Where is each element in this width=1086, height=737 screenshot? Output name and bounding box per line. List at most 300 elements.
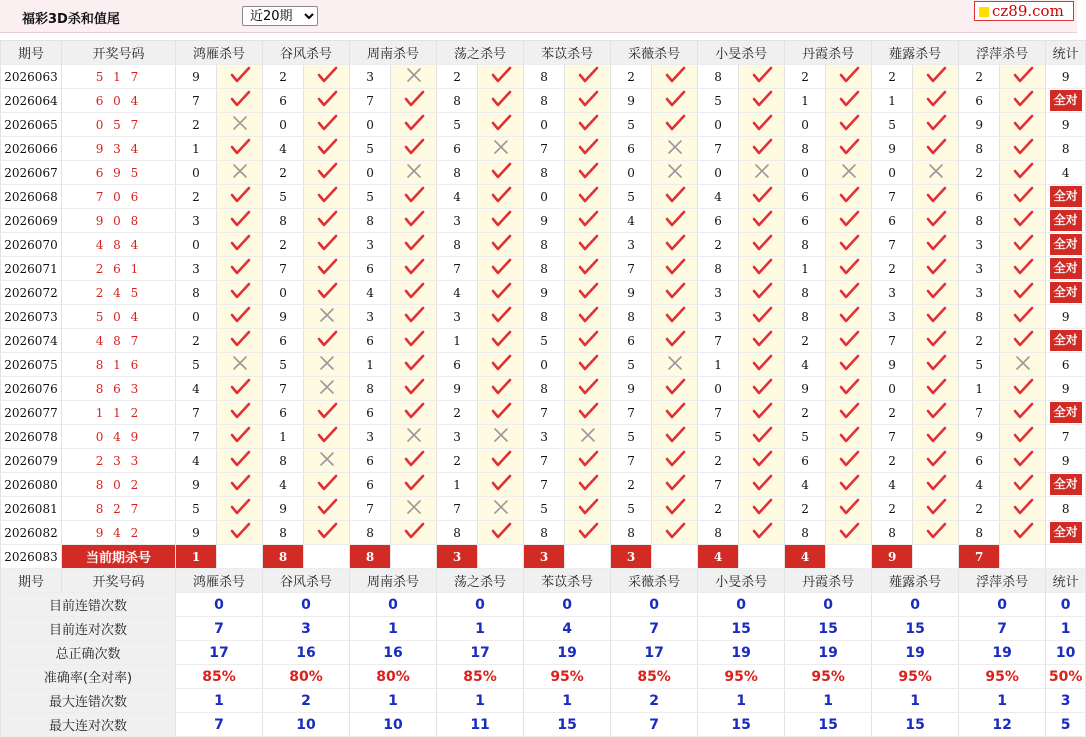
- check-icon: [1012, 330, 1034, 348]
- hit-mark: [826, 401, 872, 425]
- hit-mark: [826, 473, 872, 497]
- kill-number: 7: [176, 89, 217, 113]
- hit-mark: [739, 353, 785, 377]
- summary-value: 17: [176, 641, 263, 665]
- current-kill-blank: [217, 545, 263, 569]
- hit-mark: [826, 113, 872, 137]
- kill-number: 2: [785, 329, 826, 353]
- hit-mark: [478, 473, 524, 497]
- kill-number: 3: [611, 233, 652, 257]
- kill-number: 0: [785, 161, 826, 185]
- kill-number: 1: [872, 89, 913, 113]
- col-header-predictor: 采薇杀号: [611, 569, 698, 593]
- current-kill-blank: [1000, 545, 1046, 569]
- check-icon: [316, 66, 338, 84]
- kill-number: 2: [785, 65, 826, 89]
- kill-number: 3: [350, 305, 391, 329]
- current-kill-number: 3: [611, 545, 652, 569]
- hit-mark: [565, 377, 611, 401]
- kill-number: 8: [959, 521, 1000, 545]
- current-kill-number: 9: [872, 545, 913, 569]
- hit-mark: [652, 425, 698, 449]
- kill-number: 6: [263, 89, 304, 113]
- check-icon: [925, 354, 947, 372]
- summary-label: 最大连错次数: [1, 689, 176, 713]
- kill-number: 8: [959, 137, 1000, 161]
- summary-value: 1: [176, 689, 263, 713]
- hit-mark: [826, 521, 872, 545]
- check-icon: [925, 306, 947, 324]
- hit-mark: [1000, 209, 1046, 233]
- issue-number: 2026079: [1, 449, 62, 473]
- summary-value: 19: [785, 641, 872, 665]
- check-icon: [664, 90, 686, 108]
- kill-number: 7: [611, 401, 652, 425]
- kill-number: 7: [350, 497, 391, 521]
- check-icon: [577, 498, 599, 516]
- current-kill-number: 8: [263, 545, 304, 569]
- kill-number: 5: [698, 89, 739, 113]
- hit-mark: [565, 137, 611, 161]
- draw-number: 9 0 8: [62, 209, 176, 233]
- all-correct-badge: 全对: [1050, 402, 1082, 423]
- all-correct-badge: 全对: [1050, 186, 1082, 207]
- hit-mark: [913, 89, 959, 113]
- hit-mark: [304, 425, 350, 449]
- hit-mark: [913, 425, 959, 449]
- hit-mark: [652, 521, 698, 545]
- hit-mark: [304, 65, 350, 89]
- hit-mark: [913, 233, 959, 257]
- check-icon: [1012, 210, 1034, 228]
- check-icon: [925, 234, 947, 252]
- kill-number: 3: [959, 233, 1000, 257]
- hit-mark: [478, 89, 524, 113]
- kill-number: 7: [611, 257, 652, 281]
- check-icon: [751, 114, 773, 132]
- hit-mark: [652, 497, 698, 521]
- check-icon: [838, 138, 860, 156]
- hit-mark: [739, 377, 785, 401]
- hit-mark: [739, 65, 785, 89]
- cross-icon: [229, 354, 251, 372]
- hit-mark: [1000, 65, 1046, 89]
- draw-number: 8 6 3: [62, 377, 176, 401]
- summary-value: 0: [698, 593, 785, 617]
- check-icon: [403, 138, 425, 156]
- kill-number: 3: [176, 257, 217, 281]
- cross-icon: [403, 426, 425, 444]
- hit-mark: [1000, 329, 1046, 353]
- miss-mark: [304, 449, 350, 473]
- hit-mark: [478, 305, 524, 329]
- kill-number: 9: [872, 137, 913, 161]
- kill-number: 7: [437, 257, 478, 281]
- current-kill-number: 7: [959, 545, 1000, 569]
- hit-mark: [304, 89, 350, 113]
- check-icon: [490, 474, 512, 492]
- summary-value: 17: [437, 641, 524, 665]
- cross-icon: [316, 354, 338, 372]
- check-icon: [1012, 450, 1034, 468]
- all-correct-badge: 全对: [1050, 90, 1082, 111]
- kill-number: 5: [611, 353, 652, 377]
- kill-number: 4: [611, 209, 652, 233]
- hit-mark: [478, 161, 524, 185]
- all-correct-badge: 全对: [1050, 522, 1082, 543]
- kill-number: 0: [350, 161, 391, 185]
- issue-number: 2026078: [1, 425, 62, 449]
- kill-number: 7: [698, 473, 739, 497]
- summary-value: 1: [1046, 617, 1086, 641]
- table-row: [1, 233, 1086, 257]
- kill-number: 8: [350, 209, 391, 233]
- check-icon: [838, 66, 860, 84]
- brand-logo[interactable]: [974, 1, 1074, 21]
- hit-mark: [565, 281, 611, 305]
- summary-value: 2: [611, 689, 698, 713]
- kill-number: 7: [524, 473, 565, 497]
- hit-mark: [652, 257, 698, 281]
- kill-number: 8: [785, 281, 826, 305]
- summary-value: 95%: [785, 665, 872, 689]
- kill-number: 2: [959, 65, 1000, 89]
- hit-mark: [565, 473, 611, 497]
- hit-mark: [217, 209, 263, 233]
- check-icon: [925, 90, 947, 108]
- summary-value: 16: [350, 641, 437, 665]
- hit-mark: [652, 89, 698, 113]
- check-icon: [925, 330, 947, 348]
- kill-number: 7: [698, 329, 739, 353]
- check-icon: [229, 306, 251, 324]
- hit-mark: [652, 113, 698, 137]
- check-icon: [490, 330, 512, 348]
- check-icon: [229, 66, 251, 84]
- hit-mark: [739, 473, 785, 497]
- draw-number: 4 8 4: [62, 233, 176, 257]
- table-row: [1, 425, 1086, 449]
- hit-mark: [739, 89, 785, 113]
- hit-mark: [565, 161, 611, 185]
- col-header-predictor: 采薇杀号: [611, 41, 698, 65]
- summary-value: 3: [263, 617, 350, 641]
- check-icon: [490, 450, 512, 468]
- draw-number: 2 6 1: [62, 257, 176, 281]
- hit-mark: [913, 185, 959, 209]
- kill-number: 1: [785, 89, 826, 113]
- kill-number: 3: [698, 281, 739, 305]
- kill-number: 9: [785, 377, 826, 401]
- current-kill-number: 4: [785, 545, 826, 569]
- check-icon: [664, 282, 686, 300]
- hit-mark: [565, 233, 611, 257]
- hit-mark: [739, 449, 785, 473]
- kill-number: 0: [524, 185, 565, 209]
- kill-number: 5: [785, 425, 826, 449]
- hit-mark: [1000, 137, 1046, 161]
- check-icon: [1012, 90, 1034, 108]
- kill-number: 8: [524, 161, 565, 185]
- kill-number: 7: [263, 257, 304, 281]
- kill-number: 8: [872, 521, 913, 545]
- kill-number: 7: [872, 233, 913, 257]
- draw-number: 4 8 7: [62, 329, 176, 353]
- hit-mark: [652, 401, 698, 425]
- hit-mark: [652, 377, 698, 401]
- col-header-predictor: 浮萍杀号: [959, 41, 1046, 65]
- page-title: 福彩3D杀和值尾: [22, 12, 120, 27]
- kill-number: 5: [263, 353, 304, 377]
- hit-mark: [391, 89, 437, 113]
- kill-number: 3: [350, 233, 391, 257]
- kill-number: 1: [176, 137, 217, 161]
- kill-number: 0: [524, 353, 565, 377]
- check-icon: [664, 426, 686, 444]
- hit-mark: [565, 401, 611, 425]
- kill-number: 5: [176, 353, 217, 377]
- top-bar: [0, 0, 1077, 33]
- check-icon: [577, 90, 599, 108]
- summary-value: 19: [698, 641, 785, 665]
- kill-number: 6: [350, 449, 391, 473]
- check-icon: [664, 450, 686, 468]
- hit-mark: [1000, 281, 1046, 305]
- check-icon: [316, 330, 338, 348]
- issue-number: 2026073: [1, 305, 62, 329]
- miss-mark: [391, 425, 437, 449]
- summary-value: 0: [872, 593, 959, 617]
- kill-number: 2: [437, 65, 478, 89]
- check-icon: [1012, 426, 1034, 444]
- summary-value: 85%: [611, 665, 698, 689]
- check-icon: [838, 306, 860, 324]
- check-icon: [925, 450, 947, 468]
- check-icon: [1012, 474, 1034, 492]
- kill-number: 9: [611, 377, 652, 401]
- kill-number: 9: [176, 473, 217, 497]
- hit-mark: [913, 401, 959, 425]
- kill-number: 8: [350, 521, 391, 545]
- table-row: [1, 113, 1086, 137]
- kill-number: 2: [959, 161, 1000, 185]
- check-icon: [403, 282, 425, 300]
- kill-number: 7: [698, 401, 739, 425]
- kill-number-table: [0, 40, 1086, 737]
- kill-number: 0: [611, 161, 652, 185]
- miss-mark: [217, 353, 263, 377]
- kill-number: 7: [872, 185, 913, 209]
- hit-mark: [913, 377, 959, 401]
- check-icon: [1012, 186, 1034, 204]
- hit-mark: [739, 329, 785, 353]
- hit-mark: [391, 281, 437, 305]
- hit-mark: [391, 233, 437, 257]
- col-header-predictor: 小旻杀号: [698, 41, 785, 65]
- stat-cell: 9: [1046, 449, 1086, 473]
- hit-mark: [565, 497, 611, 521]
- hit-mark: [217, 281, 263, 305]
- draw-number: 8 2 7: [62, 497, 176, 521]
- table-row: [1, 137, 1086, 161]
- col-header-predictor: 小旻杀号: [698, 569, 785, 593]
- kill-number: 8: [437, 161, 478, 185]
- hit-mark: [304, 185, 350, 209]
- check-icon: [316, 474, 338, 492]
- kill-number: 6: [959, 89, 1000, 113]
- stat-cell: [1046, 185, 1086, 209]
- hit-mark: [217, 425, 263, 449]
- check-icon: [925, 474, 947, 492]
- check-icon: [577, 282, 599, 300]
- kill-number: 7: [872, 425, 913, 449]
- kill-number: 3: [437, 425, 478, 449]
- kill-number: 6: [350, 257, 391, 281]
- kill-number: 2: [959, 329, 1000, 353]
- check-icon: [577, 354, 599, 372]
- kill-number: 8: [524, 521, 565, 545]
- check-icon: [490, 210, 512, 228]
- kill-number: 9: [176, 521, 217, 545]
- kill-number: 3: [872, 305, 913, 329]
- hit-mark: [391, 377, 437, 401]
- check-icon: [1012, 402, 1034, 420]
- check-icon: [490, 162, 512, 180]
- check-icon: [577, 330, 599, 348]
- kill-number: 5: [872, 113, 913, 137]
- hit-mark: [478, 233, 524, 257]
- check-icon: [229, 426, 251, 444]
- check-icon: [490, 378, 512, 396]
- hit-mark: [478, 185, 524, 209]
- summary-value: 7: [176, 713, 263, 737]
- cross-icon: [577, 426, 599, 444]
- summary-value: 0: [959, 593, 1046, 617]
- kill-number: 8: [524, 377, 565, 401]
- hit-mark: [565, 329, 611, 353]
- col-header-predictor: 荡之杀号: [437, 41, 524, 65]
- stat-cell: 4: [1046, 161, 1086, 185]
- hit-mark: [913, 137, 959, 161]
- hit-mark: [826, 497, 872, 521]
- draw-number: 5 0 4: [62, 305, 176, 329]
- kill-number: 4: [959, 473, 1000, 497]
- check-icon: [577, 474, 599, 492]
- summary-label: 准确率(全对率): [1, 665, 176, 689]
- kill-number: 8: [524, 305, 565, 329]
- summary-value: 0: [176, 593, 263, 617]
- check-icon: [229, 450, 251, 468]
- check-icon: [664, 210, 686, 228]
- check-icon: [838, 186, 860, 204]
- kill-number: 0: [698, 377, 739, 401]
- summary-value: 1: [437, 617, 524, 641]
- hit-mark: [913, 113, 959, 137]
- check-icon: [229, 474, 251, 492]
- kill-number: 8: [524, 257, 565, 281]
- check-icon: [316, 402, 338, 420]
- hit-mark: [913, 449, 959, 473]
- hit-mark: [478, 65, 524, 89]
- kill-number: 5: [524, 329, 565, 353]
- period-select[interactable]: [242, 6, 318, 26]
- check-icon: [316, 234, 338, 252]
- hit-mark: [826, 377, 872, 401]
- summary-value: 10: [1046, 641, 1086, 665]
- table-row: [1, 305, 1086, 329]
- summary-value: 95%: [524, 665, 611, 689]
- hit-mark: [1000, 257, 1046, 281]
- kill-number: 2: [785, 401, 826, 425]
- brand-text: cz89.com: [992, 2, 1064, 20]
- check-icon: [316, 522, 338, 540]
- hit-mark: [739, 281, 785, 305]
- all-correct-badge: 全对: [1050, 258, 1082, 279]
- hit-mark: [652, 281, 698, 305]
- hit-mark: [826, 65, 872, 89]
- kill-number: 6: [437, 137, 478, 161]
- summary-value: 80%: [350, 665, 437, 689]
- kill-number: 8: [959, 209, 1000, 233]
- hit-mark: [478, 113, 524, 137]
- hit-mark: [304, 161, 350, 185]
- current-kill-number: 3: [524, 545, 565, 569]
- hit-mark: [478, 353, 524, 377]
- kill-number: 9: [176, 65, 217, 89]
- hit-mark: [478, 329, 524, 353]
- issue-number: 2026066: [1, 137, 62, 161]
- kill-number: 8: [785, 521, 826, 545]
- table-row: [1, 449, 1086, 473]
- summary-value: 0: [350, 593, 437, 617]
- summary-value: 0: [611, 593, 698, 617]
- stat-cell: [1046, 521, 1086, 545]
- check-icon: [925, 186, 947, 204]
- hit-mark: [913, 257, 959, 281]
- kill-number: 7: [524, 401, 565, 425]
- miss-mark: [391, 161, 437, 185]
- kill-number: 8: [698, 65, 739, 89]
- table-row: [1, 497, 1086, 521]
- current-kill-blank: [826, 545, 872, 569]
- summary-row: [1, 641, 1086, 665]
- check-icon: [229, 234, 251, 252]
- hit-mark: [304, 257, 350, 281]
- all-correct-badge: 全对: [1050, 234, 1082, 255]
- hit-mark: [391, 209, 437, 233]
- cross-icon: [403, 66, 425, 84]
- col-header-draw: 开奖号码: [62, 41, 176, 65]
- kill-number: 2: [959, 497, 1000, 521]
- kill-number: 4: [785, 473, 826, 497]
- hit-mark: [304, 473, 350, 497]
- check-icon: [403, 378, 425, 396]
- miss-mark: [478, 137, 524, 161]
- summary-value: 15: [524, 713, 611, 737]
- hit-mark: [826, 185, 872, 209]
- summary-value: 16: [263, 641, 350, 665]
- hit-mark: [652, 329, 698, 353]
- kill-number: 9: [959, 425, 1000, 449]
- check-icon: [664, 234, 686, 252]
- hit-mark: [217, 449, 263, 473]
- check-icon: [229, 498, 251, 516]
- check-icon: [664, 258, 686, 276]
- check-icon: [229, 522, 251, 540]
- kill-number: 8: [437, 521, 478, 545]
- check-icon: [229, 378, 251, 396]
- col-header-predictor: 浮萍杀号: [959, 569, 1046, 593]
